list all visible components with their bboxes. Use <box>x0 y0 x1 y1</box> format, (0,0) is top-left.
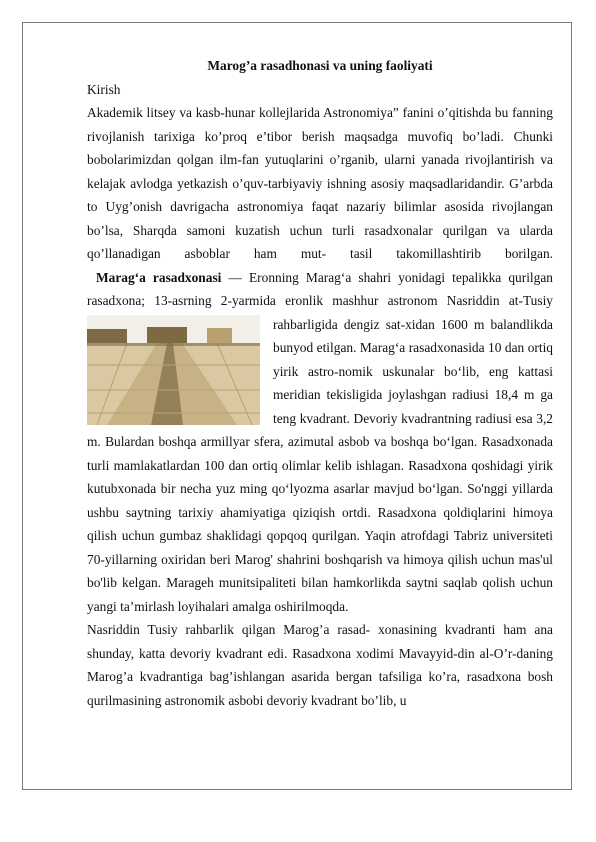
intro-paragraph-text: Akademik litsey va kasb-hunar kollejlarida Astronomiya” fanini o’qitishda bu fanning rivojlanish tarixiga ko’proq e’tibor berish maqsadga muvofiq bo’ladi. Chunki bobolarimizdan qolgan ilm-fan yutuqlarini o’rganib, ularni yanada rivojlantirish va kelajak avlodga yetkazish o’quv-tarbiyaviy ishning asosiy maqsadlaridandir. G’arbda to Uyg’onish davrigacha astronomiya faqat nazariy bilimlar asosida rivojlangan bo’lsa, Sharqda samoni kuzatish uchun turli rasadxonalar qurilgan va ularda qo’llanadigan asboblar ham mut- tasil takomillashtirib borilgan. <box>87 105 553 261</box>
observatory-term: Marag‘a rasadxonasi <box>96 269 222 285</box>
intro-paragraph <box>87 101 553 266</box>
document-title: Marog’a rasadhonasi va uning faoliyati <box>207 58 433 73</box>
tusi-paragraph-text: Nasriddin Tusiy rahbarlik qilgan Marog’a rasad- xonasining kvadranti ham ana shunday, katta devoriy kvadrant edi. Rasadxona xodimi Mavayyid-din al-O’r-daning Marog’a kvadrantiga bag’ishlangan asarida bergan tafsiliga ko’ra, rasadxona bosh qurilmasining astronomik asbobi devoriy kvadrant bo’lib, u <box>87 622 553 708</box>
tusi-paragraph <box>87 618 553 712</box>
section-heading: Kirish <box>87 81 121 97</box>
observatory-paragraph <box>87 266 553 619</box>
document-body <box>87 54 553 712</box>
observatory-paragraph-text: — Eronning Marag‘a shahri yonidagi tepalikka qurilgan rasadxona; 13-asrning 2-yarmida eronlik mashhur astronom Nasriddin at-Tusiy rahbarligida dengiz sat-xidan 1600 m balandlikda bunyod etilgan. Marag‘a rasadxonasida 10 dan ortiq yirik astro-nomik uskunalar bo‘lib, eng kattasi meridian tekisligida joylashgan radiusi 18,4 m ga teng kvadrant. Devoriy kvadrantning radiusi esa 3,2 m. Bulardan boshqa armillyar sfera, azimutal asbob va boshqa bo‘lgan. Rasadxonada turli mamlakatlardan 100 dan ortiq olimlar kelib ishlagan. Rasadxona qoshidagi yirik kutubxonada bir necha yuz ming qo‘lyozma asarlar mavjud bo‘lgan. So'nggi yillarda ushbu saytning tarixiy ahamiyatiga qiziqish ortdi. Rasadxona qoldiqlarini himoya qilish uchun gumbaz shaklidagi qopqoq qurilgan. Yaqin atrofdagi Tabriz universiteti 70-yillarning oxiridan beri Marog' shahrini boshqarish va himoya qilish uchun mas'ul bo'lib kelgan. Marageh munitsipaliteti bilan hamkorlikda saytni saqlab qolish uchun yangi ta’mirlash loyihalari amalga oshirilmoqda. <box>87 269 553 614</box>
observatory-ruins-photo <box>87 315 260 425</box>
